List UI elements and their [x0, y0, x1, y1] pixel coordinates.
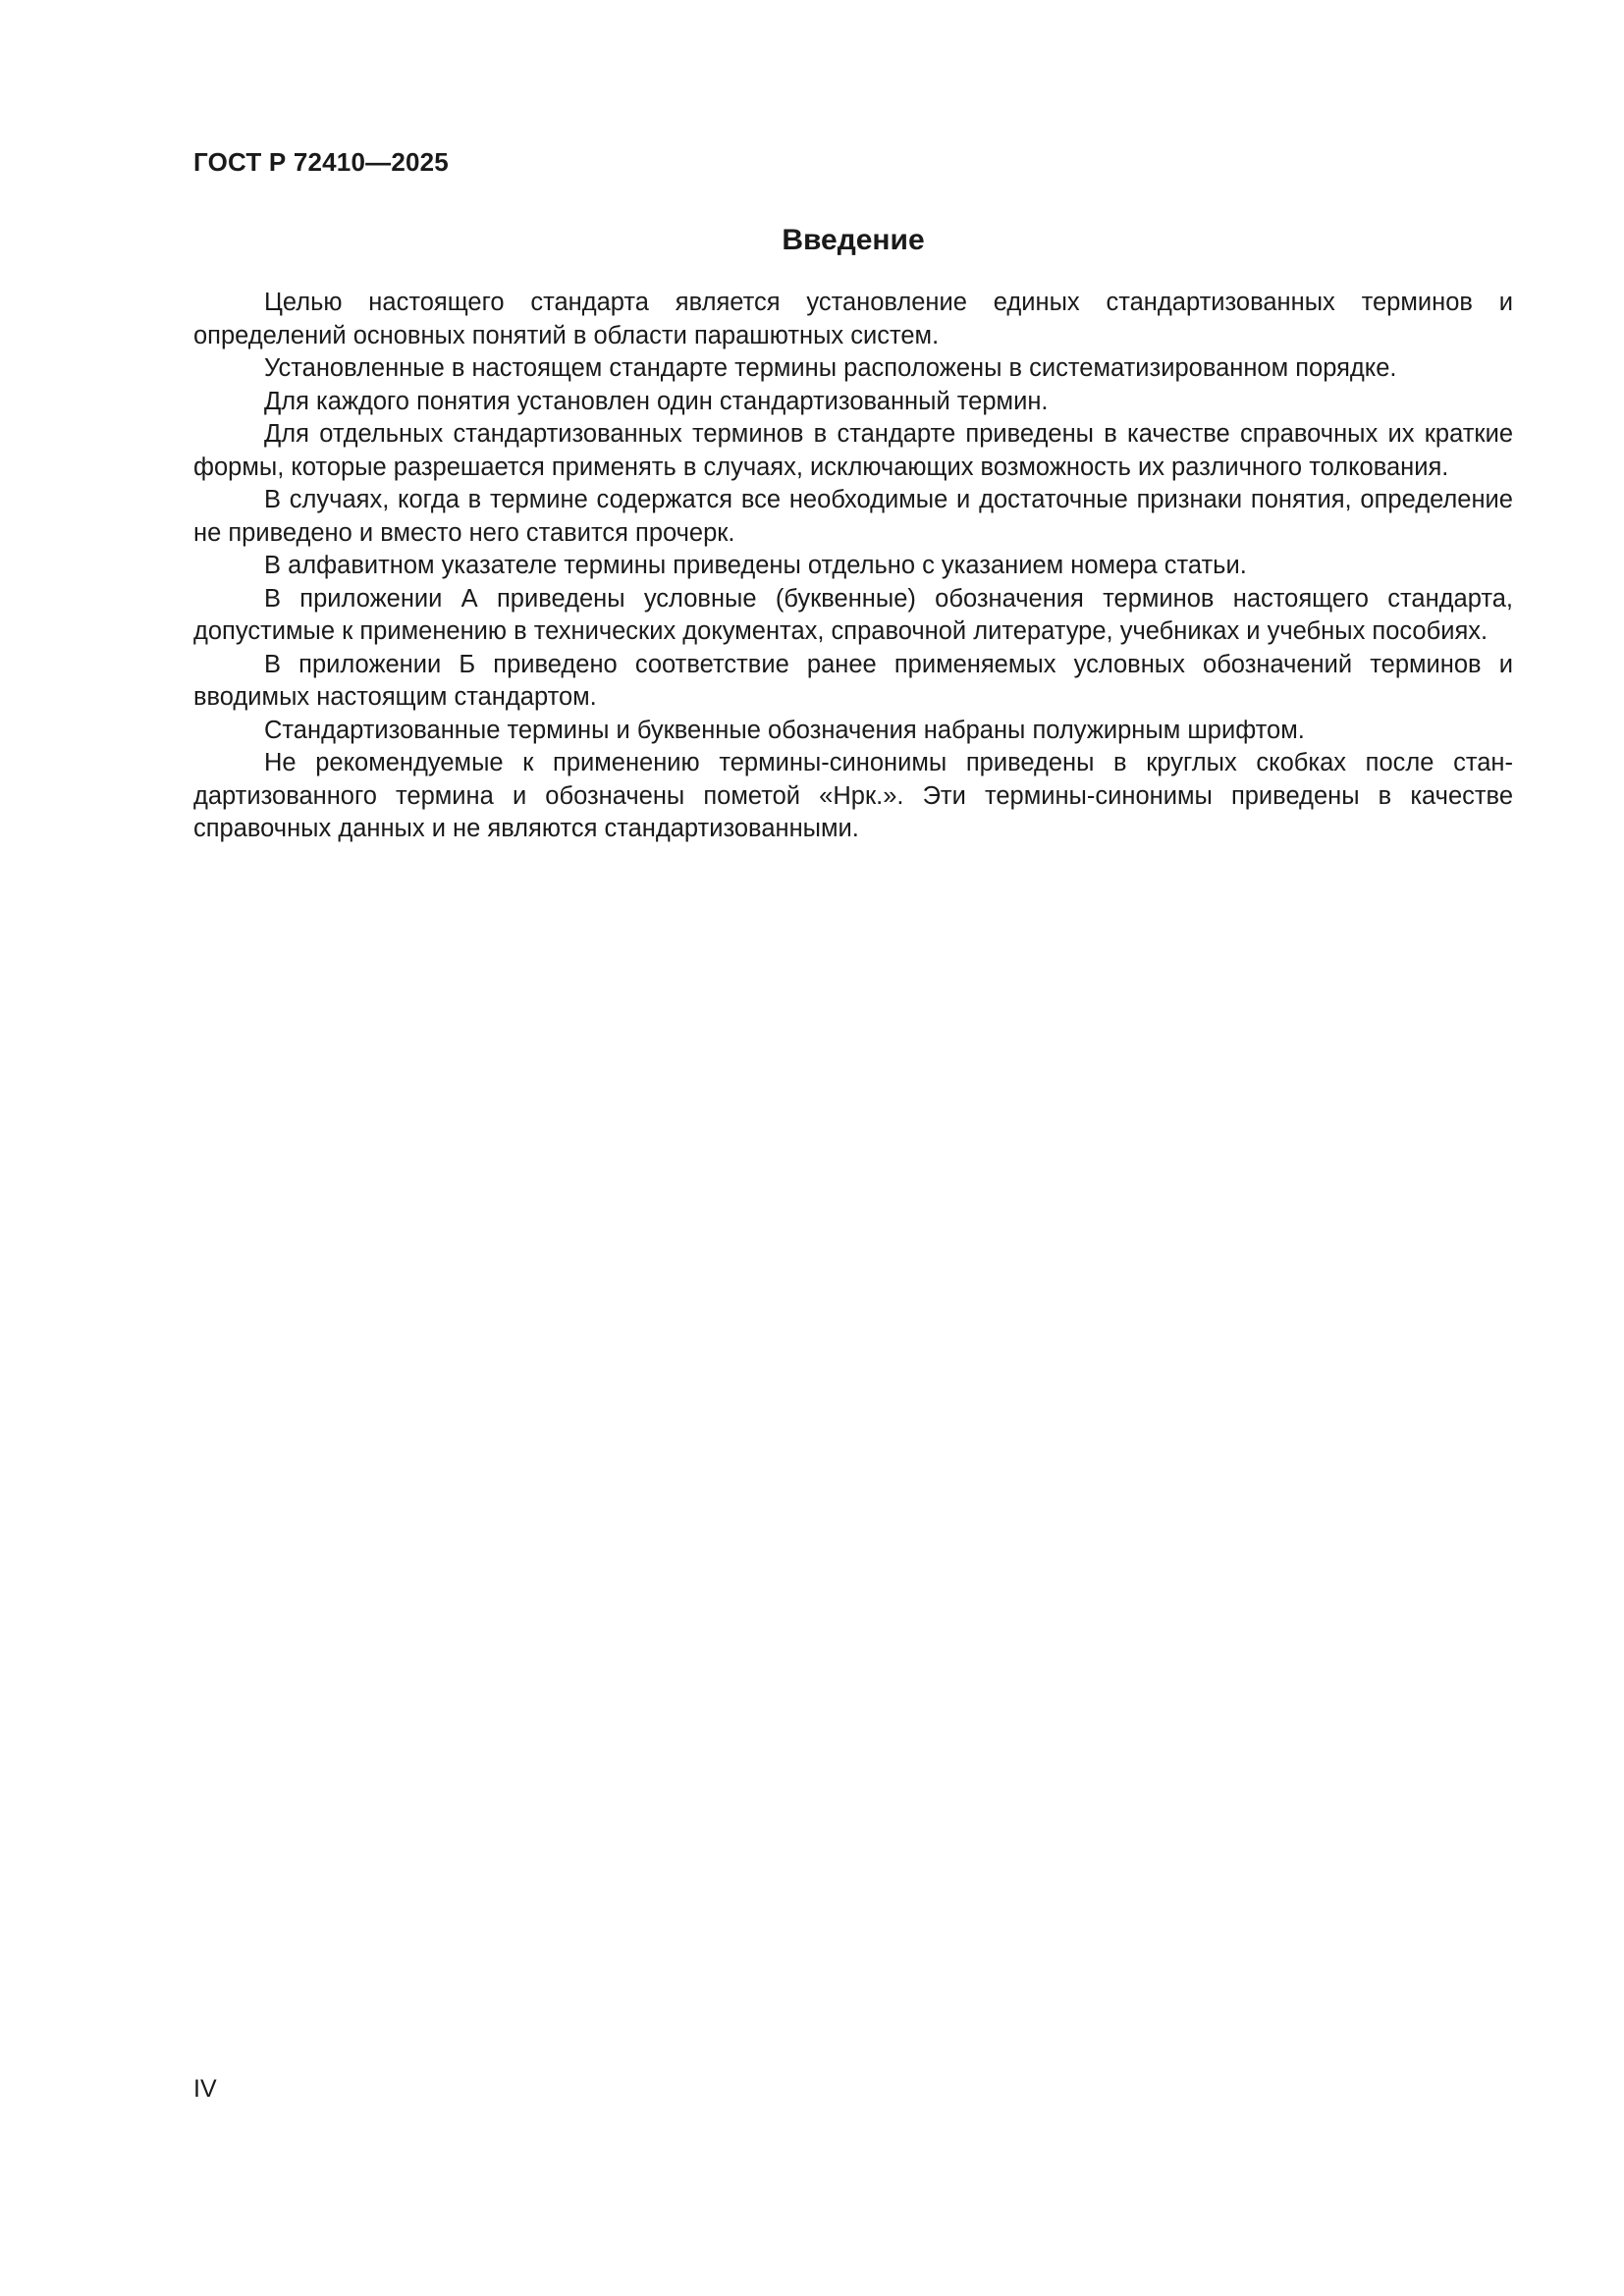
paragraph: Не рекомендуемые к применению термины-синонимы приведены в круглых скобках после стандартизованного термина и обозначены пометой «Нрк.». Эти термины-синонимы приведены в качестве справочных данных и не являются стандартизованными.: [193, 749, 1513, 842]
paragraph: Для каждого понятия установлен один стандартизованный термин.: [264, 387, 1049, 415]
paragraph: В приложении А приведены условные (буквенные) обозначения терминов настоящего стандарта, допустимые к применению в технических документах, справочной литературе, учебниках и учебных пособиях.: [193, 584, 1513, 645]
paragraph: В приложении Б приведено соответствие ранее применяемых условных обозначений терминов и вводимых настоящим стандартом.: [193, 650, 1513, 711]
paragraph: Для отдельных стандартизованных терминов в стандарте приведены в качестве справочных их краткие формы, которые разрешается применять в случаях, исключающих возможность их различного толкования.: [193, 420, 1513, 481]
paragraph: В случаях, когда в термине содержатся все необходимые и достаточные признаки понятия, определение не приведено и вместо него ставится прочерк.: [193, 486, 1513, 547]
paragraph: В алфавитном указателе термины приведены отдельно с указанием номера статьи.: [264, 552, 1247, 579]
page-number: IV: [193, 2075, 217, 2103]
paragraph: Стандартизованные термины и буквенные обозначения набраны полужирным шрифтом.: [264, 716, 1305, 744]
section-title: Введение: [782, 224, 925, 256]
paragraph: Установленные в настоящем стандарте термины расположены в систематизированном порядке.: [264, 354, 1397, 382]
paragraph: Целью настоящего стандарта является установление единых стандартизованных терминов и определений основных понятий в области парашютных систем.: [193, 289, 1513, 349]
document-id: ГОСТ Р 72410—2025: [193, 147, 449, 177]
introduction-body: [193, 287, 1513, 846]
